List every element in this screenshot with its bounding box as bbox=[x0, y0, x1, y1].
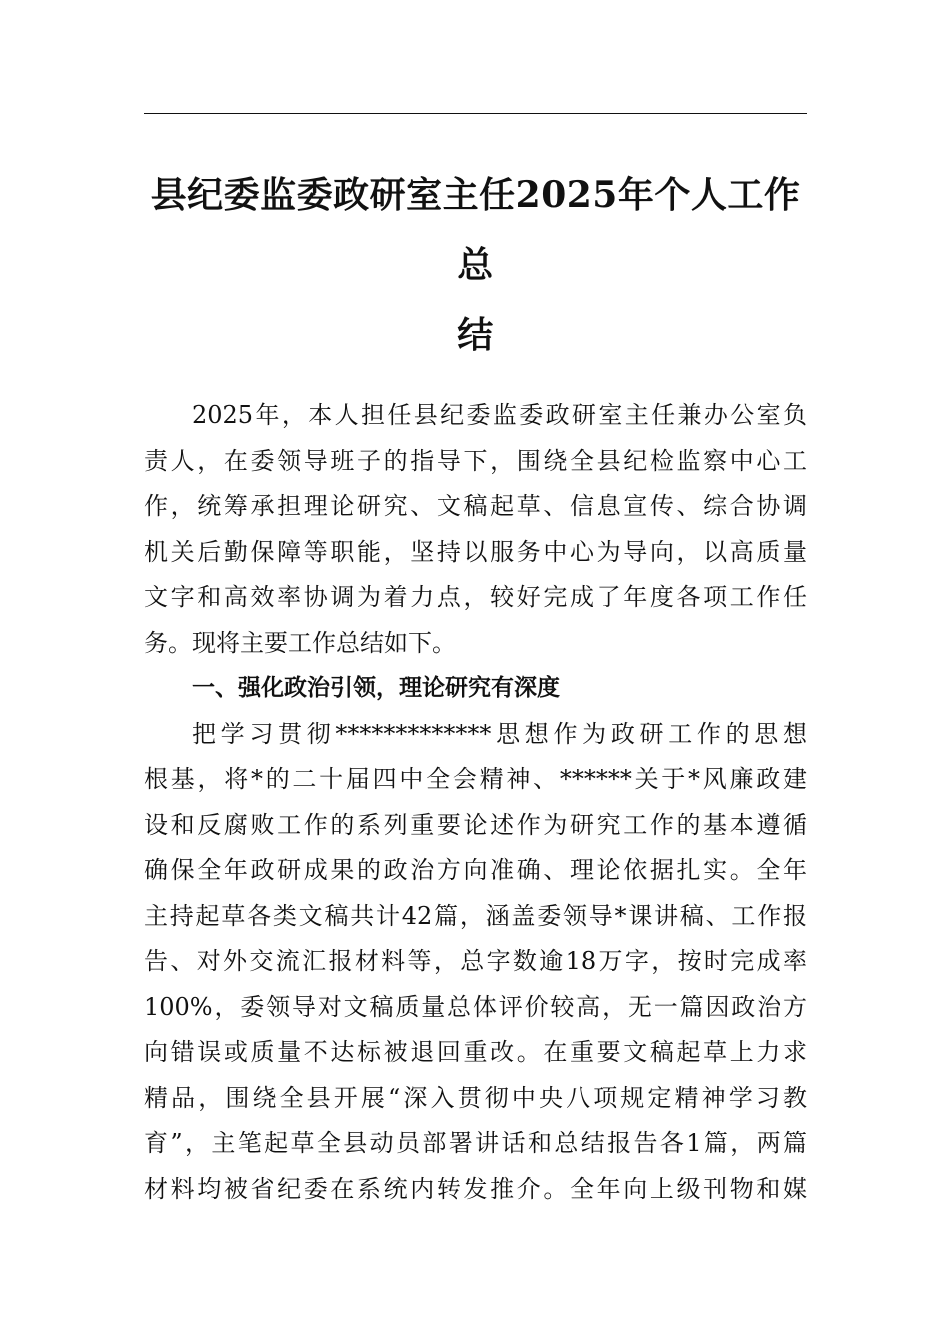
title-line-1: 县纪委监委政研室主任2025年个人工作总 bbox=[150, 174, 801, 286]
paragraph-line: 责人，在委领导班子的指导下，围绕全县纪检监察中心工 bbox=[144, 446, 807, 475]
paragraph-line: 文字和高效率协调为着力点，较好完成了年度各项工作任 bbox=[144, 583, 807, 611]
paragraph-line: 材料均被省纪委在系统内转发推介。全年向上级刊物和媒 bbox=[144, 1174, 807, 1203]
document-body bbox=[144, 393, 807, 1212]
paragraph-line: 作，统筹承担理论研究、文稿起草、信息宣传、综合协调 bbox=[144, 492, 807, 520]
paragraph-line: 精品，围绕全县开展“深入贯彻中央八项规定精神学习教 bbox=[144, 1083, 807, 1112]
paragraph-line: 告、对外交流汇报材料等，总字数逾18万字，按时完成率 bbox=[144, 947, 807, 975]
paragraph-line: 设和反腐败工作的系列重要论述作为研究工作的基本遵循 bbox=[144, 810, 807, 839]
paragraph-line: 育”，主笔起草全县动员部署讲话和总结报告各1篇，两篇 bbox=[144, 1129, 807, 1157]
paragraph-line: 务。现将主要工作总结如下。 bbox=[144, 628, 456, 657]
paragraph-theory-research bbox=[144, 712, 807, 1213]
paragraph-intro bbox=[144, 393, 807, 666]
section-heading-1: 一、强化政治引领，理论研究有深度 bbox=[192, 675, 560, 701]
header-rule bbox=[144, 113, 807, 114]
paragraph-line: 100%，委领导对文稿质量总体评价较高，无一篇因政治方 bbox=[144, 992, 807, 1021]
paragraph-line: 根基，将*的二十届四中全会精神、******关于*风廉政建 bbox=[144, 765, 807, 793]
paragraph-line: 主持起草各类文稿共计42篇，涵盖委领导*课讲稿、工作报 bbox=[144, 901, 807, 930]
title-line-2: 结 bbox=[457, 314, 494, 356]
paragraph-line: 机关后勤保障等职能，坚持以服务中心为导向，以高质量 bbox=[144, 537, 807, 566]
paragraph-line: 2025年，本人担任县纪委监委政研室主任兼办公室负 bbox=[192, 401, 807, 429]
document-title bbox=[144, 160, 807, 370]
paragraph-line: 把学习贯彻*************思想作为政研工作的思想 bbox=[192, 719, 807, 748]
paragraph-line: 确保全年政研成果的政治方向准确、理论依据扎实。全年 bbox=[144, 856, 807, 884]
paragraph-line: 向错误或质量不达标被退回重改。在重要文稿起草上力求 bbox=[144, 1038, 807, 1066]
